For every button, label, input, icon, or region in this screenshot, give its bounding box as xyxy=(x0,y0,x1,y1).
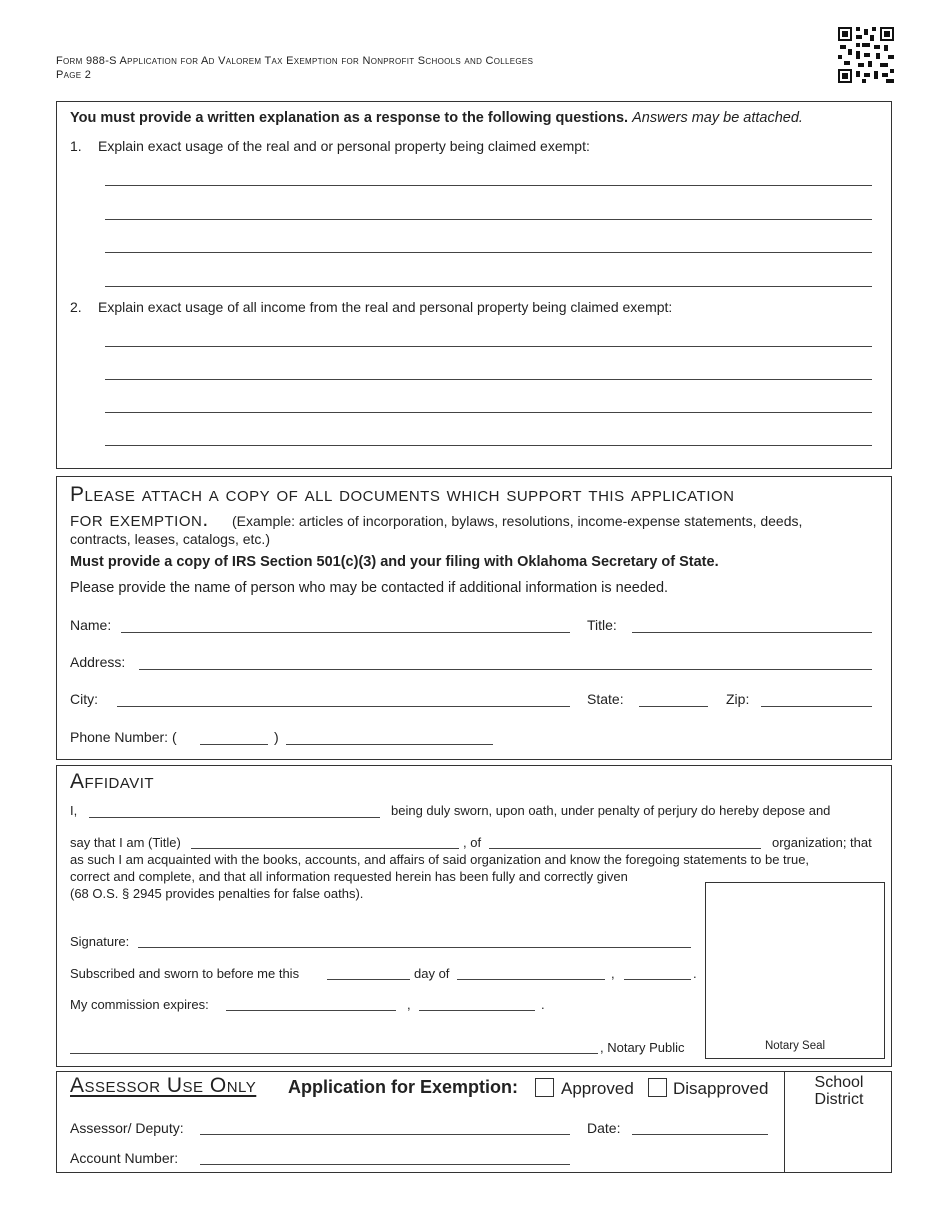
q2-text: Explain exact usage of all income from the real and personal property being claimed exempt: xyxy=(98,299,673,315)
q1-text: Explain exact usage of the real and or personal property being claimed exempt: xyxy=(98,138,590,154)
phone-number-field[interactable] xyxy=(286,744,493,745)
must-provide-text: Must provide a copy of IRS Section 501(c)(3) and your filing with Oklahoma Secretary of State. xyxy=(70,554,719,570)
title-field[interactable] xyxy=(632,632,872,633)
q2-answer-line[interactable] xyxy=(105,445,872,446)
district-label: District xyxy=(814,1091,864,1108)
approved-checkbox[interactable] xyxy=(535,1078,554,1097)
day-of-label: day of xyxy=(414,966,450,981)
phone-label: Phone Number: ( xyxy=(70,729,177,745)
notary-seal-label: Notary Seal xyxy=(764,1040,826,1052)
disapproved-checkbox[interactable] xyxy=(648,1078,667,1097)
of-label: , of xyxy=(463,835,482,850)
organization-label: organization; that xyxy=(772,835,872,850)
q2-number: 2. xyxy=(70,299,82,315)
city-label: City: xyxy=(70,691,98,707)
state-label: State: xyxy=(587,691,624,707)
affidavit-heading: Affidavit xyxy=(70,770,155,793)
affidavit-body-line2: correct and complete, and that all information requested herein has been fully and correctly given xyxy=(70,869,628,884)
name-label: Name: xyxy=(70,617,112,633)
form-title: Form 988-S Application for Ad Valorem Tax Exemption for Nonprofit Schools and Colleges xyxy=(56,55,534,67)
affiant-title-field[interactable] xyxy=(191,848,459,849)
page-number: Page 2 xyxy=(56,69,92,81)
affidavit-body-line1: as such I am acquainted with the books, accounts, and affairs of said organization and know the foregoing statements to be true, xyxy=(70,852,810,867)
q2-answer-line[interactable] xyxy=(105,412,872,413)
subscribed-label: Subscribed and sworn to before me this xyxy=(70,966,300,981)
q2-answer-line[interactable] xyxy=(105,379,872,380)
documents-example-line1: (Example: articles of incorporation, bylaws, resolutions, income-expense statements, deeds, xyxy=(232,513,803,529)
questions-section xyxy=(56,101,892,469)
notary-seal-box xyxy=(705,882,885,1059)
date-comma: , xyxy=(611,966,615,981)
state-field[interactable] xyxy=(639,706,708,707)
questions-intro xyxy=(70,110,803,126)
zip-field[interactable] xyxy=(761,706,872,707)
assessor-deputy-label: Assessor/ Deputy: xyxy=(70,1120,184,1136)
signature-field[interactable] xyxy=(138,947,691,948)
assessor-deputy-field[interactable] xyxy=(200,1134,570,1135)
phone-close-paren: ) xyxy=(274,729,279,745)
contact-note: Please provide the name of person who may be contacted if additional information is needed. xyxy=(70,580,669,596)
notary-public-field[interactable] xyxy=(70,1053,598,1054)
approved-label: Approved xyxy=(561,1079,634,1098)
signature-label: Signature: xyxy=(70,934,130,949)
q1-answer-line[interactable] xyxy=(105,252,872,253)
commission-comma: , xyxy=(407,997,411,1012)
intro-italic: Answers may be attached. xyxy=(632,110,803,126)
organization-field[interactable] xyxy=(489,848,761,849)
q1-answer-line[interactable] xyxy=(105,286,872,287)
commission-label: My commission expires: xyxy=(70,997,209,1012)
account-number-label: Account Number: xyxy=(70,1150,179,1166)
documents-heading-line2: for exemption. xyxy=(70,508,209,531)
address-label: Address: xyxy=(70,654,126,670)
date-label: Date: xyxy=(587,1120,621,1136)
disapproved-label: Disapproved xyxy=(673,1079,769,1098)
sworn-year-field[interactable] xyxy=(624,979,691,980)
qr-code-icon xyxy=(838,27,894,83)
commission-date-field[interactable] xyxy=(226,1010,396,1011)
commission-year-field[interactable] xyxy=(419,1010,535,1011)
q1-number: 1. xyxy=(70,138,82,154)
affiant-name-field[interactable] xyxy=(89,817,380,818)
q1-answer-line[interactable] xyxy=(105,185,872,186)
commission-period: . xyxy=(541,997,545,1012)
assessor-heading: Assessor Use Only xyxy=(70,1074,257,1097)
name-field[interactable] xyxy=(121,632,570,633)
city-field[interactable] xyxy=(117,706,570,707)
title-label: Title: xyxy=(587,617,617,633)
sworn-day-field[interactable] xyxy=(327,979,410,980)
q1-answer-line[interactable] xyxy=(105,219,872,220)
account-number-field[interactable] xyxy=(200,1164,570,1165)
q2-answer-line[interactable] xyxy=(105,346,872,347)
date-field[interactable] xyxy=(632,1134,768,1135)
documents-heading-line1: Please attach a copy of all documents which support this application xyxy=(70,483,735,506)
phone-area-code-field[interactable] xyxy=(200,744,268,745)
school-label: School xyxy=(814,1074,864,1091)
sworn-text: being duly sworn, upon oath, under penalty of perjury do hereby depose and xyxy=(391,803,831,818)
documents-example-line2: contracts, leases, catalogs, etc.) xyxy=(70,531,270,547)
affidavit-body-line3: (68 O.S. § 2945 provides penalties for false oaths). xyxy=(70,886,364,901)
sworn-month-field[interactable] xyxy=(457,979,605,980)
application-label: Application for Exemption: xyxy=(288,1077,519,1097)
zip-label: Zip: xyxy=(726,691,750,707)
date-period: . xyxy=(693,966,697,981)
say-title-label: say that I am (Title) xyxy=(70,835,181,850)
address-field[interactable] xyxy=(139,669,872,670)
affidavit-i-label: I, xyxy=(70,803,78,818)
notary-public-label: , Notary Public xyxy=(600,1040,685,1055)
intro-bold: You must provide a written explanation as a response to the following questions. xyxy=(70,110,629,126)
